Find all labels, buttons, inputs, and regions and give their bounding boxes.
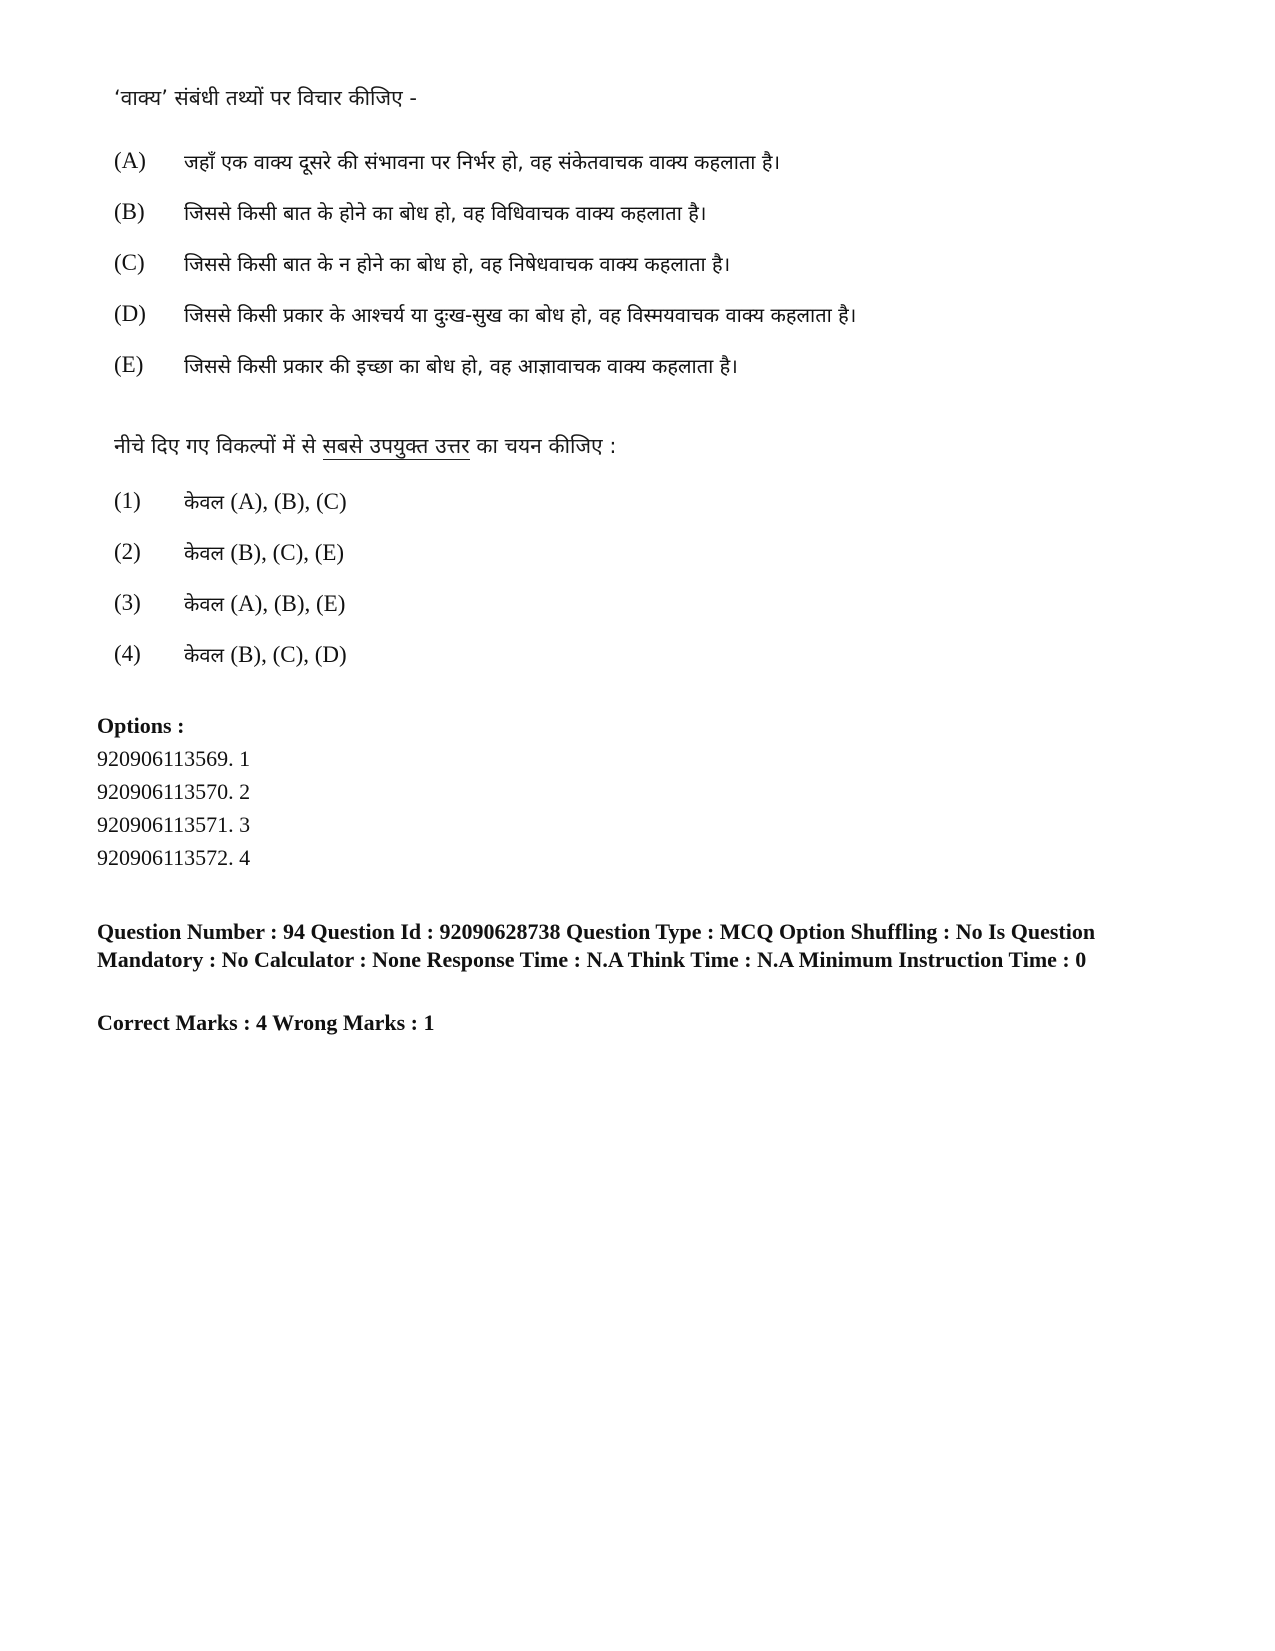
choice-letters: (B), (C), (D) (230, 641, 347, 667)
statement-b (114, 196, 706, 228)
choice-text (184, 590, 345, 617)
choice-2 (114, 536, 344, 568)
marks-line: Correct Marks : 4 Wrong Marks : 1 (97, 1010, 435, 1035)
choice-4 (114, 638, 347, 670)
statement-e (114, 349, 738, 381)
choice-word: केवल (184, 489, 225, 514)
instruction-text-end: का चयन कीजिए : (469, 434, 617, 458)
choice-text (184, 488, 347, 515)
statement-label: (A) (114, 148, 146, 173)
statement-text: जिससे किसी प्रकार की इच्छा का बोध हो, वह आज्ञावाचक वाक्य कहलाता है। (184, 353, 738, 378)
choice-word: केवल (184, 591, 225, 616)
statement-label: (D) (114, 301, 146, 326)
choice-label: (2) (114, 539, 141, 564)
option-item-1: 920906113569. 1 (97, 746, 251, 771)
choice-1 (114, 485, 347, 517)
choice-label: (4) (114, 641, 141, 666)
instruction-emphasis: सबसे उपयुक्त उत्तर (322, 434, 470, 458)
option-item-4: 920906113572. 4 (97, 845, 251, 870)
options-heading: Options : (97, 713, 185, 738)
choice-letters: (A), (B), (E) (230, 590, 346, 616)
statement-label: (E) (114, 352, 144, 377)
statement-c (114, 247, 730, 279)
statement-text: जहाँ एक वाक्य दूसरे की संभावना पर निर्भर हो, वह संकेतवाचक वाक्य कहलाता है। (184, 149, 781, 174)
option-item-2: 920906113570. 2 (97, 779, 251, 804)
choice-label: (3) (114, 590, 141, 615)
choice-text (184, 641, 347, 668)
choice-word: केवल (184, 540, 225, 565)
choice-text (184, 539, 344, 566)
statement-text: जिससे किसी बात के होने का बोध हो, वह विधिवाचक वाक्य कहलाता है। (184, 200, 707, 225)
statement-a (114, 145, 780, 177)
question-metadata: Question Number : 94 Question Id : 92090628738 Question Type : MCQ Option Shuffling : No Is Question Mandatory : No Calculator : None Response Time : N.A Think Time : N.A Minimum Instruction Time : 0 (97, 919, 1096, 972)
statement-text: जिससे किसी प्रकार के आश्चर्य या दुःख-सुख का बोध हो, वह विस्मयवाचक वाक्य कहलाता है। (184, 302, 857, 327)
question-intro: ‘वाक्य’ संबंधी तथ्यों पर विचार कीजिए - (114, 86, 417, 110)
instruction-text: नीचे दिए गए विकल्पों में से (114, 434, 323, 458)
choice-letters: (A), (B), (C) (230, 488, 347, 514)
choice-3 (114, 587, 345, 619)
choice-label: (1) (114, 488, 141, 513)
statement-d (114, 298, 856, 330)
choice-word: केवल (184, 642, 225, 667)
choice-letters: (B), (C), (E) (230, 539, 345, 565)
instruction (114, 432, 616, 460)
statement-label: (B) (114, 199, 145, 224)
statement-label: (C) (114, 250, 145, 275)
option-item-3: 920906113571. 3 (97, 812, 251, 837)
statement-text: जिससे किसी बात के न होने का बोध हो, वह निषेधवाचक वाक्य कहलाता है। (184, 251, 731, 276)
